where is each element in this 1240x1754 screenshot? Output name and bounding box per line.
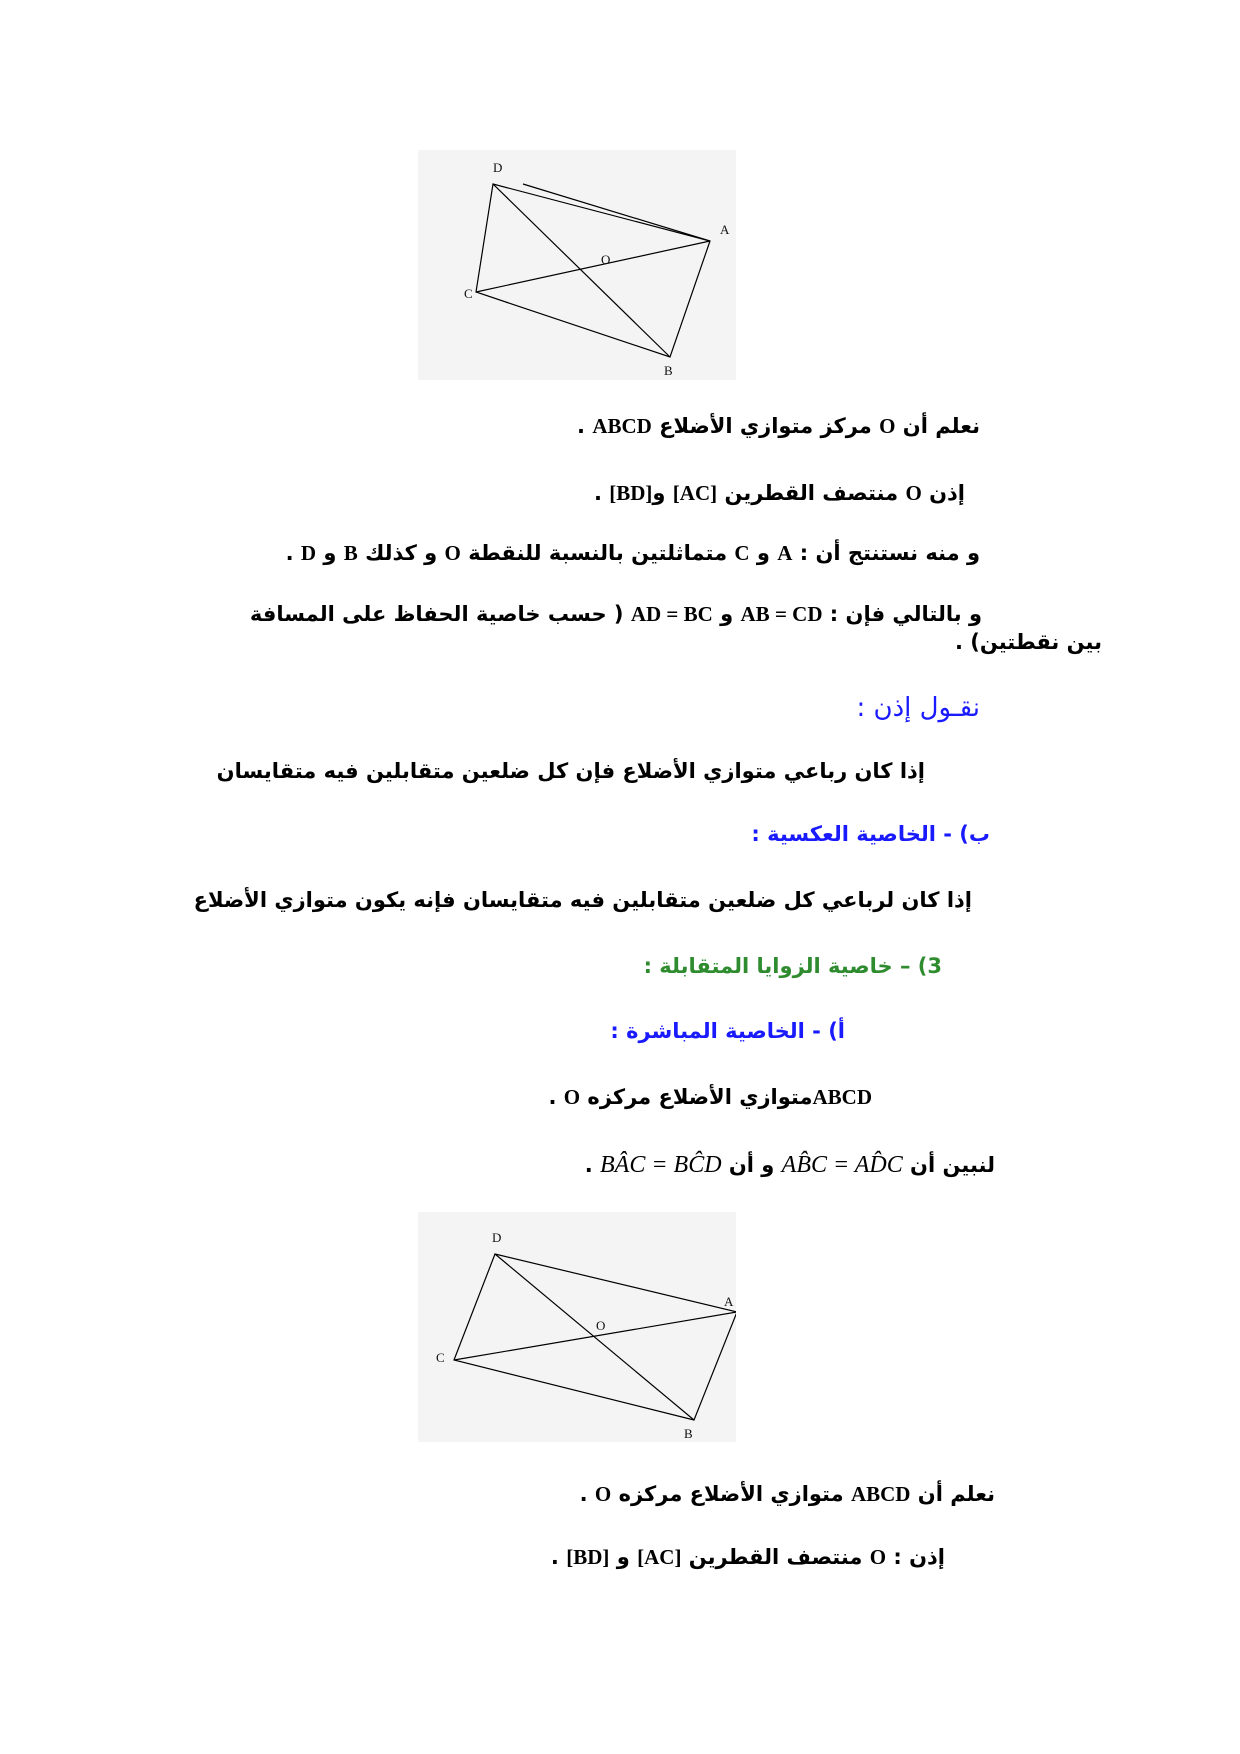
text-line-to-prove [585,1151,995,1180]
text: نعلم أن [895,414,980,438]
equality-ad-bc: AD = BC [630,602,713,626]
text: . [285,541,301,565]
equality-ab-cd: AB = CD [740,602,823,626]
point-label-b: B [664,363,673,378]
angle-equality-bac-bcd: BÂC = BĈD [600,1152,722,1178]
text: إذن : [886,1545,945,1569]
equalities-first-line [250,600,982,628]
diagonal-ac-2 [454,1312,736,1360]
diagonal-ac-1 [476,241,710,292]
section-opposite-angles: 3) – خاصية الزوايا المتقابلة : [643,954,942,978]
point-label-d: D [492,1230,502,1245]
text: . [548,1085,564,1109]
text: و أن [721,1153,782,1177]
segment-ac: [AC] [672,481,718,505]
diagonal-bd-1 [493,184,670,357]
point-label-b: B [684,1426,693,1441]
text: و [712,602,741,626]
text-line-center-o [577,414,980,439]
text: و [749,541,778,565]
text: . [579,1482,595,1506]
segment-bd: [BD] [566,1545,610,1569]
parallelogram-figure-2 [418,1212,736,1442]
text: و [652,481,673,505]
point-label-o: O [601,252,611,267]
text-line-abcd-center [548,1085,872,1110]
text: مركز متوازي الأضلاع [651,414,880,438]
conclusion-heading: نقـول إذن : [856,693,980,723]
text: متماثلتين بالنسبة للنقطة [460,541,735,565]
point-c: C [734,541,750,565]
text: ( حسب خاصية الحفاظ على المسافة [249,602,631,626]
text: و [609,1545,638,1569]
point-o: O [594,1482,612,1506]
point-d: D [300,541,317,565]
text: لنبين أن [902,1153,995,1177]
text: . [593,481,610,505]
point-label-a: A [720,222,730,237]
parallelogram-shape-1 [476,184,710,357]
text-line-known-abcd [580,1482,995,1507]
text-line-midpoint-2 [551,1545,945,1570]
angle-equality-abc-adc: AB̂C = AD̂C [781,1152,903,1178]
point-o: O [563,1085,581,1109]
text-line-midpoint [594,481,965,506]
segment-bd: [BD] [609,481,653,505]
point-b: B [343,541,358,565]
text: منتصف القطرين [681,1545,870,1569]
point-o: O [879,414,896,438]
text: و كذلك [357,541,445,565]
point-o: O [905,481,922,505]
text-line-equalities [182,600,1102,657]
text: . [577,414,593,438]
parallelogram-diagram-2 [418,1212,736,1442]
subheading-converse: ب) - الخاصية العكسية : [751,822,990,846]
rule-direct-sides: إذا كان رباعي متوازي الأضلاع فإن كل ضلعين متقابلين فيه متقايسان [216,759,925,783]
text: و بالتالي فإن : [822,602,982,626]
abcd: ABCD [592,414,652,438]
text-line-symmetry [286,541,980,566]
subheading-direct: أ) - الخاصية المباشرة : [610,1019,845,1043]
text: متوازي الأضلاع مركزه [580,1085,813,1109]
abcd: ABCD [812,1085,872,1109]
text: و منه نستنتج أن : [792,541,980,565]
parallelogram-figure-1 [418,150,736,380]
text: . [584,1153,601,1177]
point-o: O [444,541,461,565]
rule-converse-sides: إذا كان لرباعي كل ضلعين متقابلين فيه متقايسان فإنه يكون متوازي الأضلاع [193,888,972,912]
text: بين نقطتين) . [954,630,1102,655]
point-label-c: C [464,286,473,301]
text: متوازي الأضلاع مركزه [611,1482,851,1506]
text: نعلم أن [910,1482,995,1506]
text: إذن [921,481,965,505]
parallelogram-diagram-1 [418,150,736,380]
abcd: ABCD [850,1482,911,1506]
text: و [316,541,344,565]
point-label-c: C [436,1350,445,1365]
point-o: O [869,1545,887,1569]
text: . [550,1545,567,1569]
point-a: A [777,541,793,565]
segment-ac: [AC] [637,1545,682,1569]
point-label-d: D [493,160,503,175]
point-label-a: A [724,1294,734,1309]
point-label-o: O [596,1318,606,1333]
text: منتصف القطرين [717,481,906,505]
